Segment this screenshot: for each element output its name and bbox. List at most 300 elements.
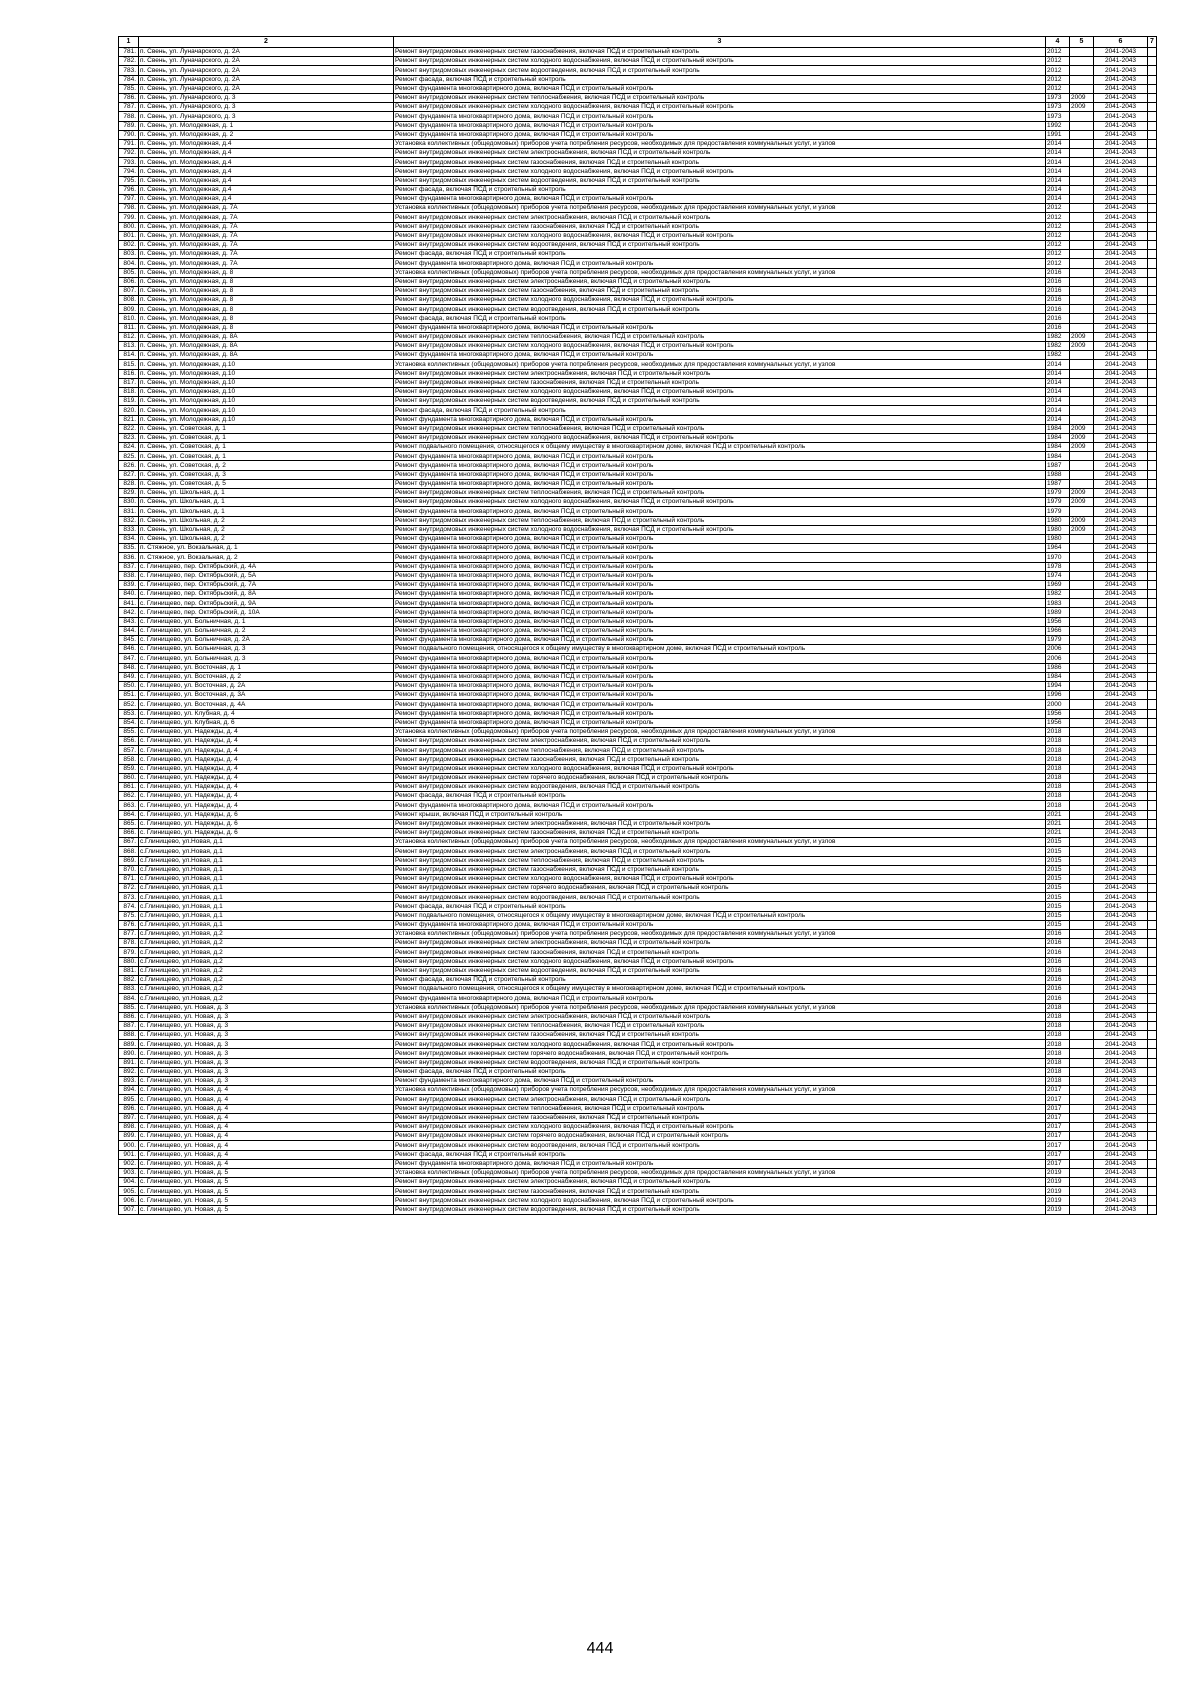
cell-address: п. Свень, ул. Молодежная, д.4 <box>139 139 394 148</box>
table-row <box>119 911 1157 920</box>
cell-year-built: 2019 <box>1046 1187 1070 1196</box>
cell-year-built: 1996 <box>1046 691 1070 700</box>
table-row <box>119 571 1157 580</box>
cell-planned-period: 2041-2043 <box>1094 764 1148 773</box>
cell-planned-period: 2041-2043 <box>1094 1168 1148 1177</box>
cell-planned-period: 2041-2043 <box>1094 893 1148 902</box>
cell-extra <box>1148 498 1157 507</box>
cell-row-number: 878. <box>119 939 139 948</box>
cell-address: с. Глинищево, ул. Новая, д. 4 <box>139 1104 394 1113</box>
cell-year-built: 2014 <box>1046 185 1070 194</box>
cell-planned-period: 2041-2043 <box>1094 847 1148 856</box>
cell-year-built: 2016 <box>1046 314 1070 323</box>
cell-year-built: 2018 <box>1046 801 1070 810</box>
cell-work-type: Ремонт внутридомовых инженерных систем холодного водоснабжения, включая ПСД и строительный контроль <box>394 342 1046 351</box>
cell-row-number: 807. <box>119 286 139 295</box>
cell-year-last-repair <box>1070 1086 1094 1095</box>
cell-address: п. Свень, ул. Молодежная, д. 8А <box>139 342 394 351</box>
table-row <box>119 737 1157 746</box>
cell-work-type: Установка коллективных (общедомовых) приборов учета потребления ресурсов, необходимых для предоставления коммунальных услуг, и узлов <box>394 268 1046 277</box>
cell-planned-period: 2041-2043 <box>1094 718 1148 727</box>
cell-year-last-repair <box>1070 1205 1094 1214</box>
cell-year-built: 1987 <box>1046 479 1070 488</box>
cell-year-last-repair <box>1070 801 1094 810</box>
cell-year-built: 2014 <box>1046 397 1070 406</box>
cell-work-type: Ремонт фундамента многоквартирного дома, включая ПСД и строительный контроль <box>394 608 1046 617</box>
cell-work-type: Ремонт внутридомовых инженерных систем водоотведения, включая ПСД и строительный контроль <box>394 893 1046 902</box>
cell-address: п. Свень, ул. Молодежная, д. 8 <box>139 305 394 314</box>
cell-planned-period: 2041-2043 <box>1094 259 1148 268</box>
cell-extra <box>1148 764 1157 773</box>
cell-year-last-repair <box>1070 700 1094 709</box>
cell-row-number: 891. <box>119 1058 139 1067</box>
cell-year-last-repair <box>1070 636 1094 645</box>
cell-work-type: Ремонт фундамента многоквартирного дома, включая ПСД и строительный контроль <box>394 415 1046 424</box>
cell-planned-period: 2041-2043 <box>1094 1012 1148 1021</box>
cell-row-number: 786. <box>119 93 139 102</box>
cell-extra <box>1148 433 1157 442</box>
cell-work-type: Ремонт внутридомовых инженерных систем холодного водоснабжения, включая ПСД и строительный контроль <box>394 167 1046 176</box>
cell-row-number: 894. <box>119 1086 139 1095</box>
cell-year-last-repair <box>1070 415 1094 424</box>
table-row <box>119 1187 1157 1196</box>
cell-extra <box>1148 994 1157 1003</box>
table-row <box>119 305 1157 314</box>
table-row <box>119 985 1157 994</box>
cell-row-number: 802. <box>119 240 139 249</box>
table-row <box>119 746 1157 755</box>
cell-row-number: 822. <box>119 424 139 433</box>
cell-row-number: 901. <box>119 1150 139 1159</box>
cell-row-number: 853. <box>119 709 139 718</box>
cell-year-last-repair: 2009 <box>1070 433 1094 442</box>
cell-address: с.Глинищево, ул.Новая, д.1 <box>139 902 394 911</box>
cell-year-last-repair <box>1070 737 1094 746</box>
cell-year-built: 1989 <box>1046 608 1070 617</box>
cell-work-type: Ремонт внутридомовых инженерных систем электроснабжения, включая ПСД и строительный контроль <box>394 369 1046 378</box>
cell-extra <box>1148 1168 1157 1177</box>
cell-row-number: 903. <box>119 1168 139 1177</box>
cell-row-number: 837. <box>119 562 139 571</box>
cell-year-last-repair <box>1070 268 1094 277</box>
cell-address: с. Глинищево, пер. Октябрьский, д. 8А <box>139 590 394 599</box>
cell-planned-period: 2041-2043 <box>1094 828 1148 837</box>
cell-year-built: 2015 <box>1046 902 1070 911</box>
table-row <box>119 470 1157 479</box>
cell-row-number: 890. <box>119 1049 139 1058</box>
table-row <box>119 1003 1157 1012</box>
cell-address: с. Глинищево, ул. Новая, д. 4 <box>139 1141 394 1150</box>
cell-planned-period: 2041-2043 <box>1094 1086 1148 1095</box>
table-row <box>119 222 1157 231</box>
cell-extra <box>1148 507 1157 516</box>
cell-year-built: 2018 <box>1046 1012 1070 1021</box>
cell-year-last-repair <box>1070 727 1094 736</box>
table-row <box>119 1132 1157 1141</box>
cell-year-built: 2018 <box>1046 1077 1070 1086</box>
cell-work-type: Ремонт внутридомовых инженерных систем газоснабжения, включая ПСД и строительный контроль <box>394 158 1046 167</box>
cell-year-built: 1982 <box>1046 351 1070 360</box>
cell-work-type: Ремонт внутридомовых инженерных систем горячего водоснабжения, включая ПСД и строительный контроль <box>394 1132 1046 1141</box>
cell-address: п. Свень, ул. Молодежная, д. 8 <box>139 277 394 286</box>
cell-address: п. Свень, ул. Школьная, д. 2 <box>139 516 394 525</box>
table-row <box>119 1067 1157 1076</box>
cell-year-last-repair <box>1070 1067 1094 1076</box>
cell-address: с. Глинищево, ул. Больничная, д. 1 <box>139 617 394 626</box>
cell-address: с.Глинищево, ул.Новая, д.1 <box>139 884 394 893</box>
cell-work-type: Ремонт подвального помещения, относящегося к общему имуществу в многоквартирном доме, включая ПСД и строительный контроль <box>394 443 1046 452</box>
cell-year-last-repair <box>1070 571 1094 580</box>
cell-extra <box>1148 1187 1157 1196</box>
cell-address: с.Глинищево, ул.Новая, д.1 <box>139 856 394 865</box>
cell-address: п. Свень, ул. Луначарского, д. 3 <box>139 112 394 121</box>
cell-year-built: 2016 <box>1046 268 1070 277</box>
cell-work-type: Ремонт фундамента многоквартирного дома, включая ПСД и строительный контроль <box>394 259 1046 268</box>
cell-planned-period: 2041-2043 <box>1094 562 1148 571</box>
cell-year-built: 2019 <box>1046 1196 1070 1205</box>
column-header: 2 <box>139 37 394 48</box>
cell-row-number: 840. <box>119 590 139 599</box>
table-row <box>119 663 1157 672</box>
cell-extra <box>1148 1205 1157 1214</box>
cell-year-built: 1988 <box>1046 470 1070 479</box>
cell-planned-period: 2041-2043 <box>1094 1122 1148 1131</box>
cell-year-built: 2012 <box>1046 231 1070 240</box>
cell-address: п. Свень, ул. Молодежная, д. 8 <box>139 314 394 323</box>
cell-year-built: 2018 <box>1046 773 1070 782</box>
cell-planned-period: 2041-2043 <box>1094 93 1148 102</box>
cell-work-type: Ремонт фундамента многоквартирного дома, включая ПСД и строительный контроль <box>394 691 1046 700</box>
table-row <box>119 489 1157 498</box>
cell-extra <box>1148 617 1157 626</box>
cell-year-built: 1973 <box>1046 103 1070 112</box>
cell-row-number: 873. <box>119 893 139 902</box>
document-page <box>118 36 1156 1215</box>
cell-row-number: 784. <box>119 75 139 84</box>
table-row <box>119 48 1157 57</box>
cell-extra <box>1148 1003 1157 1012</box>
cell-extra <box>1148 286 1157 295</box>
cell-planned-period: 2041-2043 <box>1094 994 1148 1003</box>
cell-year-last-repair <box>1070 204 1094 213</box>
cell-year-built: 2015 <box>1046 838 1070 847</box>
cell-work-type: Ремонт внутридомовых инженерных систем газоснабжения, включая ПСД и строительный контроль <box>394 1113 1046 1122</box>
cell-work-type: Ремонт внутридомовых инженерных систем теплоснабжения, включая ПСД и строительный контроль <box>394 1021 1046 1030</box>
cell-year-last-repair <box>1070 1168 1094 1177</box>
cell-year-built: 1956 <box>1046 709 1070 718</box>
cell-row-number: 803. <box>119 250 139 259</box>
cell-extra <box>1148 1159 1157 1168</box>
cell-address: п. Свень, ул. Молодежная, д.10 <box>139 406 394 415</box>
cell-row-number: 900. <box>119 1141 139 1150</box>
table-row <box>119 1077 1157 1086</box>
cell-extra <box>1148 1178 1157 1187</box>
cell-year-last-repair <box>1070 930 1094 939</box>
cell-year-built: 1969 <box>1046 580 1070 589</box>
cell-year-built: 2012 <box>1046 250 1070 259</box>
cell-address: п. Свень, ул. Молодежная, д.10 <box>139 369 394 378</box>
cell-planned-period: 2041-2043 <box>1094 1049 1148 1058</box>
cell-work-type: Ремонт внутридомовых инженерных систем теплоснабжения, включая ПСД и строительный контроль <box>394 516 1046 525</box>
cell-address: п. Свень, ул. Молодежная, д.10 <box>139 360 394 369</box>
cell-extra <box>1148 939 1157 948</box>
table-row <box>119 406 1157 415</box>
cell-planned-period: 2041-2043 <box>1094 1178 1148 1187</box>
table-row <box>119 727 1157 736</box>
cell-planned-period: 2041-2043 <box>1094 636 1148 645</box>
table-row <box>119 1205 1157 1214</box>
cell-work-type: Ремонт фундамента многоквартирного дома, включая ПСД и строительный контроль <box>394 654 1046 663</box>
cell-work-type: Ремонт фундамента многоквартирного дома, включая ПСД и строительный контроль <box>394 590 1046 599</box>
cell-planned-period: 2041-2043 <box>1094 507 1148 516</box>
table-row <box>119 84 1157 93</box>
cell-planned-period: 2041-2043 <box>1094 397 1148 406</box>
cell-year-built: 2014 <box>1046 195 1070 204</box>
cell-address: с. Глинищево, ул. Новая, д. 4 <box>139 1122 394 1131</box>
cell-row-number: 834. <box>119 534 139 543</box>
cell-address: с. Глинищево, ул. Новая, д. 5 <box>139 1168 394 1177</box>
cell-planned-period: 2041-2043 <box>1094 801 1148 810</box>
cell-work-type: Ремонт внутридомовых инженерных систем водоотведения, включая ПСД и строительный контроль <box>394 176 1046 185</box>
cell-extra <box>1148 84 1157 93</box>
cell-extra <box>1148 479 1157 488</box>
cell-address: с. Глинищево, ул. Новая, д. 5 <box>139 1187 394 1196</box>
cell-address: с. Глинищево, ул. Новая, д. 3 <box>139 1003 394 1012</box>
cell-address: с. Глинищево, пер. Октябрьский, д. 7А <box>139 580 394 589</box>
table-row <box>119 1141 1157 1150</box>
cell-work-type: Ремонт внутридомовых инженерных систем теплоснабжения, включая ПСД и строительный контроль <box>394 856 1046 865</box>
cell-row-number: 862. <box>119 792 139 801</box>
cell-planned-period: 2041-2043 <box>1094 323 1148 332</box>
cell-year-last-repair <box>1070 84 1094 93</box>
cell-work-type: Ремонт внутридомовых инженерных систем электроснабжения, включая ПСД и строительный контроль <box>394 819 1046 828</box>
cell-work-type: Ремонт внутридомовых инженерных систем теплоснабжения, включая ПСД и строительный контроль <box>394 489 1046 498</box>
cell-address: п. Свень, ул. Молодежная, д. 7А <box>139 259 394 268</box>
cell-work-type: Ремонт фасада, включая ПСД и строительный контроль <box>394 250 1046 259</box>
cell-work-type: Ремонт фундамента многоквартирного дома, включая ПСД и строительный контроль <box>394 718 1046 727</box>
cell-extra <box>1148 1086 1157 1095</box>
table-row <box>119 773 1157 782</box>
cell-extra <box>1148 636 1157 645</box>
cell-year-last-repair <box>1070 617 1094 626</box>
cell-year-last-repair <box>1070 1132 1094 1141</box>
cell-planned-period: 2041-2043 <box>1094 856 1148 865</box>
cell-work-type: Ремонт фасада, включая ПСД и строительный контроль <box>394 185 1046 194</box>
cell-extra <box>1148 884 1157 893</box>
cell-year-built: 2018 <box>1046 755 1070 764</box>
cell-year-last-repair: 2009 <box>1070 489 1094 498</box>
cell-year-last-repair <box>1070 783 1094 792</box>
cell-year-last-repair <box>1070 608 1094 617</box>
cell-work-type: Ремонт внутридомовых инженерных систем холодного водоснабжения, включая ПСД и строительный контроль <box>394 874 1046 883</box>
cell-planned-period: 2041-2043 <box>1094 1104 1148 1113</box>
table-row <box>119 718 1157 727</box>
cell-year-built: 2012 <box>1046 240 1070 249</box>
cell-year-last-repair <box>1070 645 1094 654</box>
cell-work-type: Ремонт фундамента многоквартирного дома, включая ПСД и строительный контроль <box>394 599 1046 608</box>
table-row <box>119 874 1157 883</box>
cell-work-type: Ремонт подвального помещения, относящегося к общему имуществу в многоквартирном доме, включая ПСД и строительный контроль <box>394 911 1046 920</box>
cell-address: п. Свень, ул. Школьная, д. 2 <box>139 525 394 534</box>
cell-planned-period: 2041-2043 <box>1094 424 1148 433</box>
cell-row-number: 829. <box>119 489 139 498</box>
cell-extra <box>1148 838 1157 847</box>
cell-year-last-repair: 2009 <box>1070 93 1094 102</box>
cell-planned-period: 2041-2043 <box>1094 700 1148 709</box>
cell-row-number: 850. <box>119 681 139 690</box>
cell-work-type: Ремонт фундамента многоквартирного дома, включая ПСД и строительный контроль <box>394 534 1046 543</box>
cell-extra <box>1148 130 1157 139</box>
cell-work-type: Ремонт внутридомовых инженерных систем холодного водоснабжения, включая ПСД и строительный контроль <box>394 231 1046 240</box>
cell-work-type: Ремонт внутридомовых инженерных систем газоснабжения, включая ПСД и строительный контроль <box>394 48 1046 57</box>
cell-planned-period: 2041-2043 <box>1094 709 1148 718</box>
cell-work-type: Установка коллективных (общедомовых) приборов учета потребления ресурсов, необходимых для предоставления коммунальных услуг, и узлов <box>394 360 1046 369</box>
table-row <box>119 865 1157 874</box>
cell-year-built: 1979 <box>1046 498 1070 507</box>
cell-extra <box>1148 663 1157 672</box>
cell-planned-period: 2041-2043 <box>1094 911 1148 920</box>
cell-work-type: Ремонт внутридомовых инженерных систем холодного водоснабжения, включая ПСД и строительный контроль <box>394 387 1046 396</box>
cell-year-built: 2021 <box>1046 819 1070 828</box>
cell-planned-period: 2041-2043 <box>1094 691 1148 700</box>
cell-year-built: 1984 <box>1046 452 1070 461</box>
cell-work-type: Ремонт фундамента многоквартирного дома, включая ПСД и строительный контроль <box>394 672 1046 681</box>
cell-extra <box>1148 66 1157 75</box>
cell-year-built: 2016 <box>1046 957 1070 966</box>
cell-row-number: 841. <box>119 599 139 608</box>
cell-planned-period: 2041-2043 <box>1094 406 1148 415</box>
cell-row-number: 820. <box>119 406 139 415</box>
cell-year-last-repair <box>1070 709 1094 718</box>
cell-year-last-repair <box>1070 672 1094 681</box>
table-row <box>119 1040 1157 1049</box>
cell-row-number: 876. <box>119 920 139 929</box>
cell-extra <box>1148 213 1157 222</box>
cell-work-type: Ремонт внутридомовых инженерных систем теплоснабжения, включая ПСД и строительный контроль <box>394 746 1046 755</box>
cell-year-last-repair <box>1070 185 1094 194</box>
cell-year-last-repair <box>1070 985 1094 994</box>
cell-address: с. Глинищево, ул. Надежды, д. 4 <box>139 783 394 792</box>
cell-year-last-repair <box>1070 397 1094 406</box>
cell-row-number: 887. <box>119 1021 139 1030</box>
cell-row-number: 785. <box>119 84 139 93</box>
cell-year-built: 2018 <box>1046 1067 1070 1076</box>
cell-year-built: 2016 <box>1046 277 1070 286</box>
cell-row-number: 866. <box>119 828 139 837</box>
cell-year-last-repair <box>1070 314 1094 323</box>
cell-row-number: 790. <box>119 130 139 139</box>
cell-work-type: Ремонт фундамента многоквартирного дома, включая ПСД и строительный контроль <box>394 994 1046 1003</box>
cell-address: с. Глинищево, ул. Восточная, д. 3А <box>139 691 394 700</box>
cell-planned-period: 2041-2043 <box>1094 608 1148 617</box>
cell-work-type: Ремонт внутридомовых инженерных систем холодного водоснабжения, включая ПСД и строительный контроль <box>394 1122 1046 1131</box>
cell-work-type: Ремонт внутридомовых инженерных систем электроснабжения, включая ПСД и строительный контроль <box>394 213 1046 222</box>
cell-extra <box>1148 1150 1157 1159</box>
cell-year-last-repair: 2009 <box>1070 342 1094 351</box>
cell-year-last-repair <box>1070 130 1094 139</box>
cell-extra <box>1148 645 1157 654</box>
cell-year-built: 1987 <box>1046 461 1070 470</box>
cell-extra <box>1148 323 1157 332</box>
cell-planned-period: 2041-2043 <box>1094 378 1148 387</box>
table-row <box>119 213 1157 222</box>
cell-extra <box>1148 681 1157 690</box>
cell-work-type: Ремонт фундамента многоквартирного дома, включая ПСД и строительный контроль <box>394 507 1046 516</box>
cell-address: п. Свень, ул. Молодежная, д. 8 <box>139 286 394 295</box>
table-row <box>119 1012 1157 1021</box>
cell-work-type: Ремонт внутридомовых инженерных систем холодного водоснабжения, включая ПСД и строительный контроль <box>394 498 1046 507</box>
cell-row-number: 788. <box>119 112 139 121</box>
cell-work-type: Ремонт фундамента многоквартирного дома, включая ПСД и строительный контроль <box>394 562 1046 571</box>
cell-address: с. Глинищево, ул. Новая, д. 5 <box>139 1196 394 1205</box>
cell-extra <box>1148 893 1157 902</box>
cell-year-built: 1978 <box>1046 562 1070 571</box>
cell-work-type: Ремонт фундамента многоквартирного дома, включая ПСД и строительный контроль <box>394 681 1046 690</box>
cell-planned-period: 2041-2043 <box>1094 975 1148 984</box>
cell-year-built: 2016 <box>1046 286 1070 295</box>
table-row <box>119 838 1157 847</box>
cell-planned-period: 2041-2043 <box>1094 360 1148 369</box>
column-header: 1 <box>119 37 139 48</box>
cell-address: п. Свень, ул. Молодежная, д.4 <box>139 176 394 185</box>
cell-year-last-repair: 2009 <box>1070 332 1094 341</box>
cell-work-type: Ремонт внутридомовых инженерных систем электроснабжения, включая ПСД и строительный контроль <box>394 939 1046 948</box>
table-row <box>119 277 1157 286</box>
cell-address: п. Свень, ул. Луначарского, д. 2А <box>139 57 394 66</box>
cell-address: с. Глинищево, ул. Надежды, д. 4 <box>139 801 394 810</box>
cell-address: п. Свень, ул. Молодежная, д. 7А <box>139 231 394 240</box>
cell-planned-period: 2041-2043 <box>1094 571 1148 580</box>
cell-address: п. Свень, ул. Молодежная, д. 8 <box>139 323 394 332</box>
cell-address: с. Глинищево, ул. Новая, д. 4 <box>139 1159 394 1168</box>
cell-year-built: 2006 <box>1046 654 1070 663</box>
cell-row-number: 859. <box>119 764 139 773</box>
cell-extra <box>1148 378 1157 387</box>
cell-address: с.Глинищево, ул.Новая, д.1 <box>139 911 394 920</box>
cell-year-built: 1970 <box>1046 553 1070 562</box>
cell-work-type: Ремонт внутридомовых инженерных систем холодного водоснабжения, включая ПСД и строительный контроль <box>394 57 1046 66</box>
cell-year-built: 2012 <box>1046 259 1070 268</box>
cell-year-built: 1956 <box>1046 718 1070 727</box>
cell-row-number: 845. <box>119 636 139 645</box>
cell-work-type: Ремонт внутридомовых инженерных систем водоотведения, включая ПСД и строительный контроль <box>394 397 1046 406</box>
cell-extra <box>1148 1021 1157 1030</box>
cell-extra <box>1148 268 1157 277</box>
cell-year-built: 1986 <box>1046 663 1070 672</box>
table-row <box>119 1031 1157 1040</box>
cell-work-type: Ремонт фасада, включая ПСД и строительный контроль <box>394 792 1046 801</box>
cell-work-type: Ремонт внутридомовых инженерных систем холодного водоснабжения, включая ПСД и строительный контроль <box>394 1196 1046 1205</box>
table-row <box>119 636 1157 645</box>
cell-year-last-repair <box>1070 195 1094 204</box>
cell-year-last-repair <box>1070 149 1094 158</box>
cell-address: с.Глинищево, ул.Новая, д.1 <box>139 838 394 847</box>
cell-planned-period: 2041-2043 <box>1094 387 1148 396</box>
cell-year-built: 2016 <box>1046 296 1070 305</box>
cell-address: с.Глинищево, ул.Новая, д.2 <box>139 985 394 994</box>
cell-work-type: Ремонт внутридомовых инженерных систем газоснабжения, включая ПСД и строительный контроль <box>394 865 1046 874</box>
cell-address: с.Глинищево, ул.Новая, д.1 <box>139 874 394 883</box>
cell-row-number: 852. <box>119 700 139 709</box>
cell-row-number: 899. <box>119 1132 139 1141</box>
cell-work-type: Ремонт внутридомовых инженерных систем газоснабжения, включая ПСД и строительный контроль <box>394 1031 1046 1040</box>
cell-year-built: 2014 <box>1046 406 1070 415</box>
cell-row-number: 854. <box>119 718 139 727</box>
table-row <box>119 562 1157 571</box>
cell-work-type: Установка коллективных (общедомовых) приборов учета потребления ресурсов, необходимых для предоставления коммунальных услуг, и узлов <box>394 1168 1046 1177</box>
cell-work-type: Ремонт подвального помещения, относящегося к общему имуществу в многоквартирном доме, включая ПСД и строительный контроль <box>394 985 1046 994</box>
cell-work-type: Ремонт фундамента многоквартирного дома, включая ПСД и строительный контроль <box>394 1077 1046 1086</box>
